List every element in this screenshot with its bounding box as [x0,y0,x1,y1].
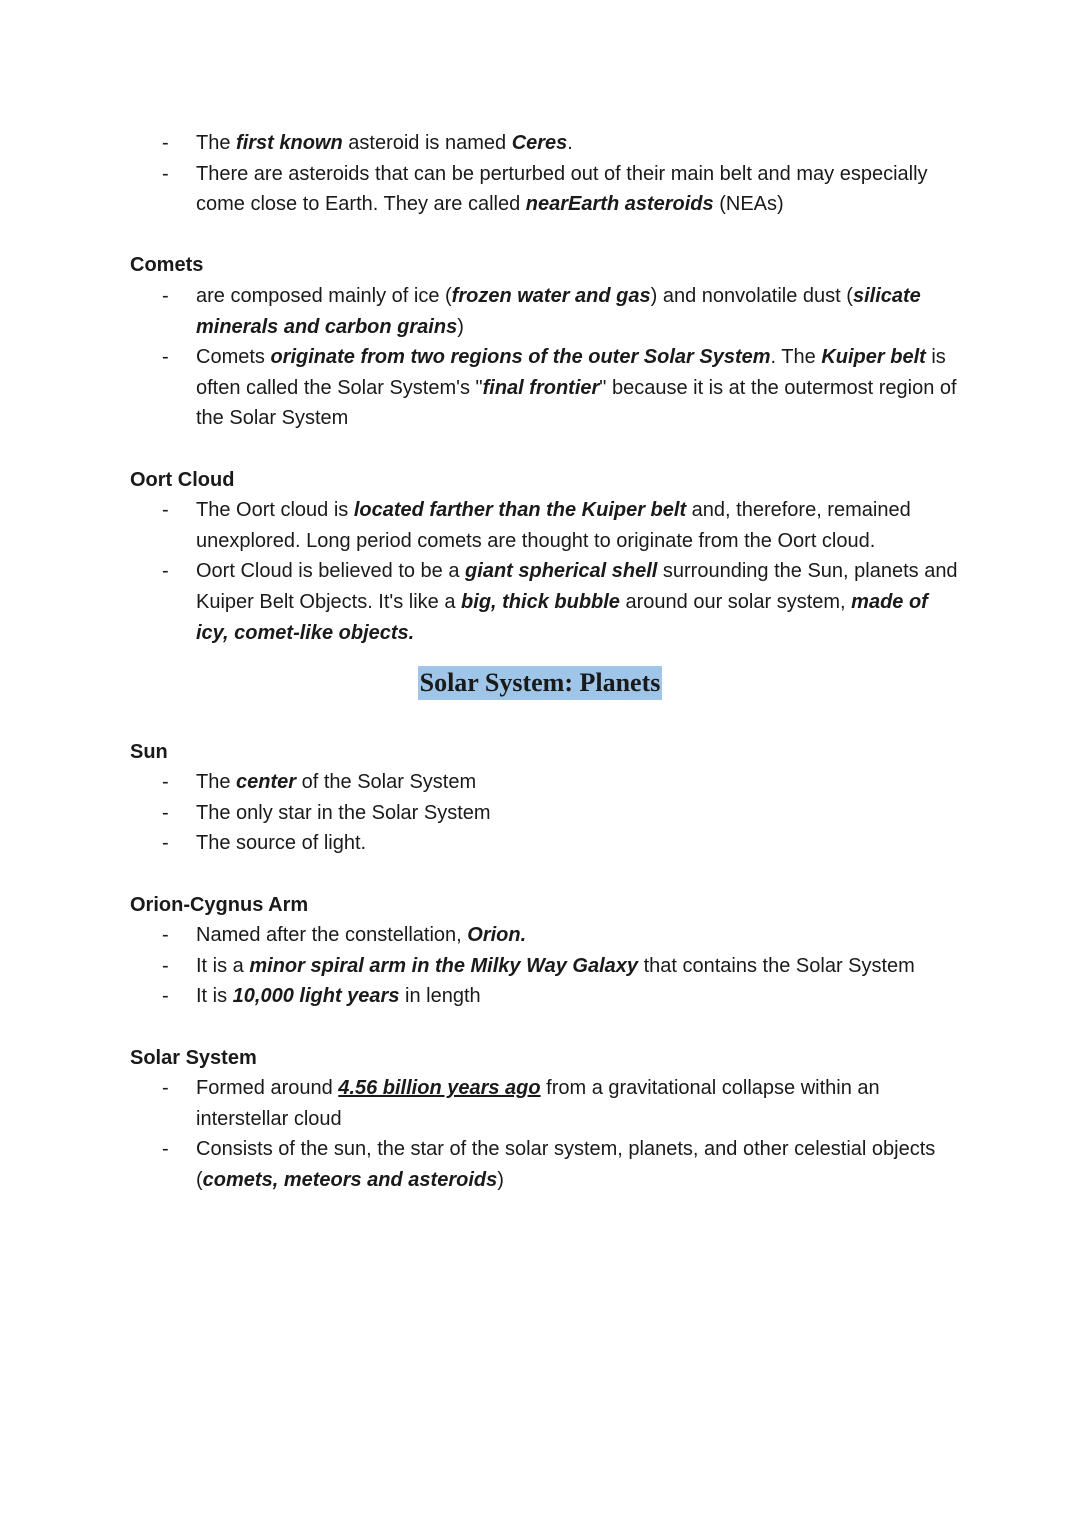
emphasis-text: originate from two regions of the outer Solar System [270,346,771,369]
list-item [130,495,960,556]
bullet-dash: - [162,346,169,369]
list-item [130,159,960,220]
emphasis-text: Kuiper belt [821,346,926,369]
text-run: . [567,132,573,154]
text-run: " because it is at the outermost region of the Solar System [196,376,957,430]
bullet-dash: - [162,924,169,947]
comets-bullet-list [130,281,960,434]
text-run: ) [457,315,464,338]
emphasis-text: Orion. [467,924,527,947]
bullet-dash: - [162,132,169,154]
bullet-dash: - [162,162,169,185]
bullet-dash: - [162,832,169,855]
text-run: The Oort cloud is [196,499,354,522]
list-item [130,828,960,859]
text-run: of the Solar System [296,771,477,794]
text-run: asteroid is named [342,132,512,154]
section-solar-system [130,1043,960,1196]
text-run: are composed mainly of ice ( [196,284,452,307]
page-title-wrap [0,666,1080,701]
page-title: Solar System: Planets [418,666,663,700]
text-run: The [196,132,237,154]
emphasis-text: comets, meteors and asteroids [202,1169,498,1191]
text-run: in length [399,985,481,1008]
spacer [130,434,960,465]
text-run: Named after the constellation, [196,924,468,947]
emphasis-text: giant spherical shell [465,560,658,583]
sun-bullet-list [130,767,960,859]
list-item [130,920,960,951]
section-heading-orion-cygnus-arm: Orion-Cygnus Arm [130,893,309,916]
list-item [130,767,960,798]
text-run: . The [770,346,822,369]
text-run: and, therefore, remained unexplored. Long period comets are thought to originate from the Oort cloud. [196,499,911,552]
orion-bullet-list [130,920,960,1012]
text-run: Oort Cloud is believed to be a [196,560,466,583]
list-item [130,281,960,342]
emphasis-text: silicate minerals and carbon grains [196,284,921,338]
section-comets [130,250,960,434]
text-run: ) and nonvolatile dust ( [650,284,853,307]
bullet-dash: - [162,284,169,307]
text-run: (NEAs) [713,193,784,216]
text-run: ) [497,1169,504,1191]
list-item [130,128,960,159]
emphasis-text: made of icy, comet-like objects. [196,590,928,644]
list-item [130,342,960,434]
list-item [130,1134,960,1195]
list-item [130,798,960,829]
spacer [130,220,960,251]
bullet-dash: - [162,499,169,522]
list-item [130,1073,960,1134]
bullet-dash: - [162,560,169,583]
emphasis-text: 10,000 light years [232,985,400,1008]
text-run: Formed around [196,1077,339,1100]
text-run: Comets [196,346,271,369]
text-run: that contains the Solar System [638,954,915,977]
spacer [130,859,960,890]
emphasis-text: frozen water and gas [451,284,651,307]
emphasis-text: located farther than the Kuiper belt [353,499,687,522]
section-orion-cygnus-arm [130,890,960,1012]
text-run: It is a [196,954,250,977]
oort-bullet-list [130,495,960,648]
emphasis-text: 4.56 billion years ago [338,1077,541,1100]
bullet-dash: - [162,771,169,794]
section-heading-sun: Sun [130,740,168,763]
text-run: surrounding the Sun, planets and Kuiper Belt Objects. It's like a [196,560,958,613]
section-heading-comets: Comets [130,254,204,277]
bullet-dash: - [162,801,169,824]
spacer [130,1012,960,1043]
list-item [130,556,960,648]
text-run: It is [196,985,233,1008]
list-item [130,951,960,982]
text-run: Consists of the sun, the star of the solar system, planets, and other celestial objects ( [196,1138,936,1191]
bullet-dash: - [162,954,169,977]
emphasis-text: Ceres [511,132,568,154]
emphasis-text: minor spiral arm in the Milky Way Galaxy [249,954,639,977]
text-run: is often called the Solar System's " [196,346,946,399]
intro-bullet-list [130,128,960,220]
text-run: The source of light. [196,832,367,855]
emphasis-text: final frontier [482,376,600,399]
emphasis-text: first known [236,132,343,154]
text-run: around our solar system, [619,590,852,613]
text-run: The only star in the Solar System [196,801,491,824]
bullet-dash: - [162,985,169,1008]
list-item [130,981,960,1012]
emphasis-text: big, thick bubble [461,590,620,613]
bullet-dash: - [162,1077,169,1100]
emphasis-text: center [236,771,297,794]
section-heading-oort-cloud: Oort Cloud [130,468,235,491]
bullet-dash: - [162,1138,169,1161]
text-run: from a gravitational collapse within an interstellar cloud [196,1077,880,1130]
text-run: There are asteroids that can be perturbed out of their main belt and may especially come close to Earth. They are called [196,162,928,216]
emphasis-text: nearEarth asteroids [525,193,714,216]
section-heading-solar-system: Solar System [130,1046,257,1069]
solar-system-bullet-list [130,1073,960,1195]
section-sun [130,737,960,859]
document-body [130,128,960,1196]
text-run: The [196,771,237,794]
section-oort-cloud [130,465,960,649]
